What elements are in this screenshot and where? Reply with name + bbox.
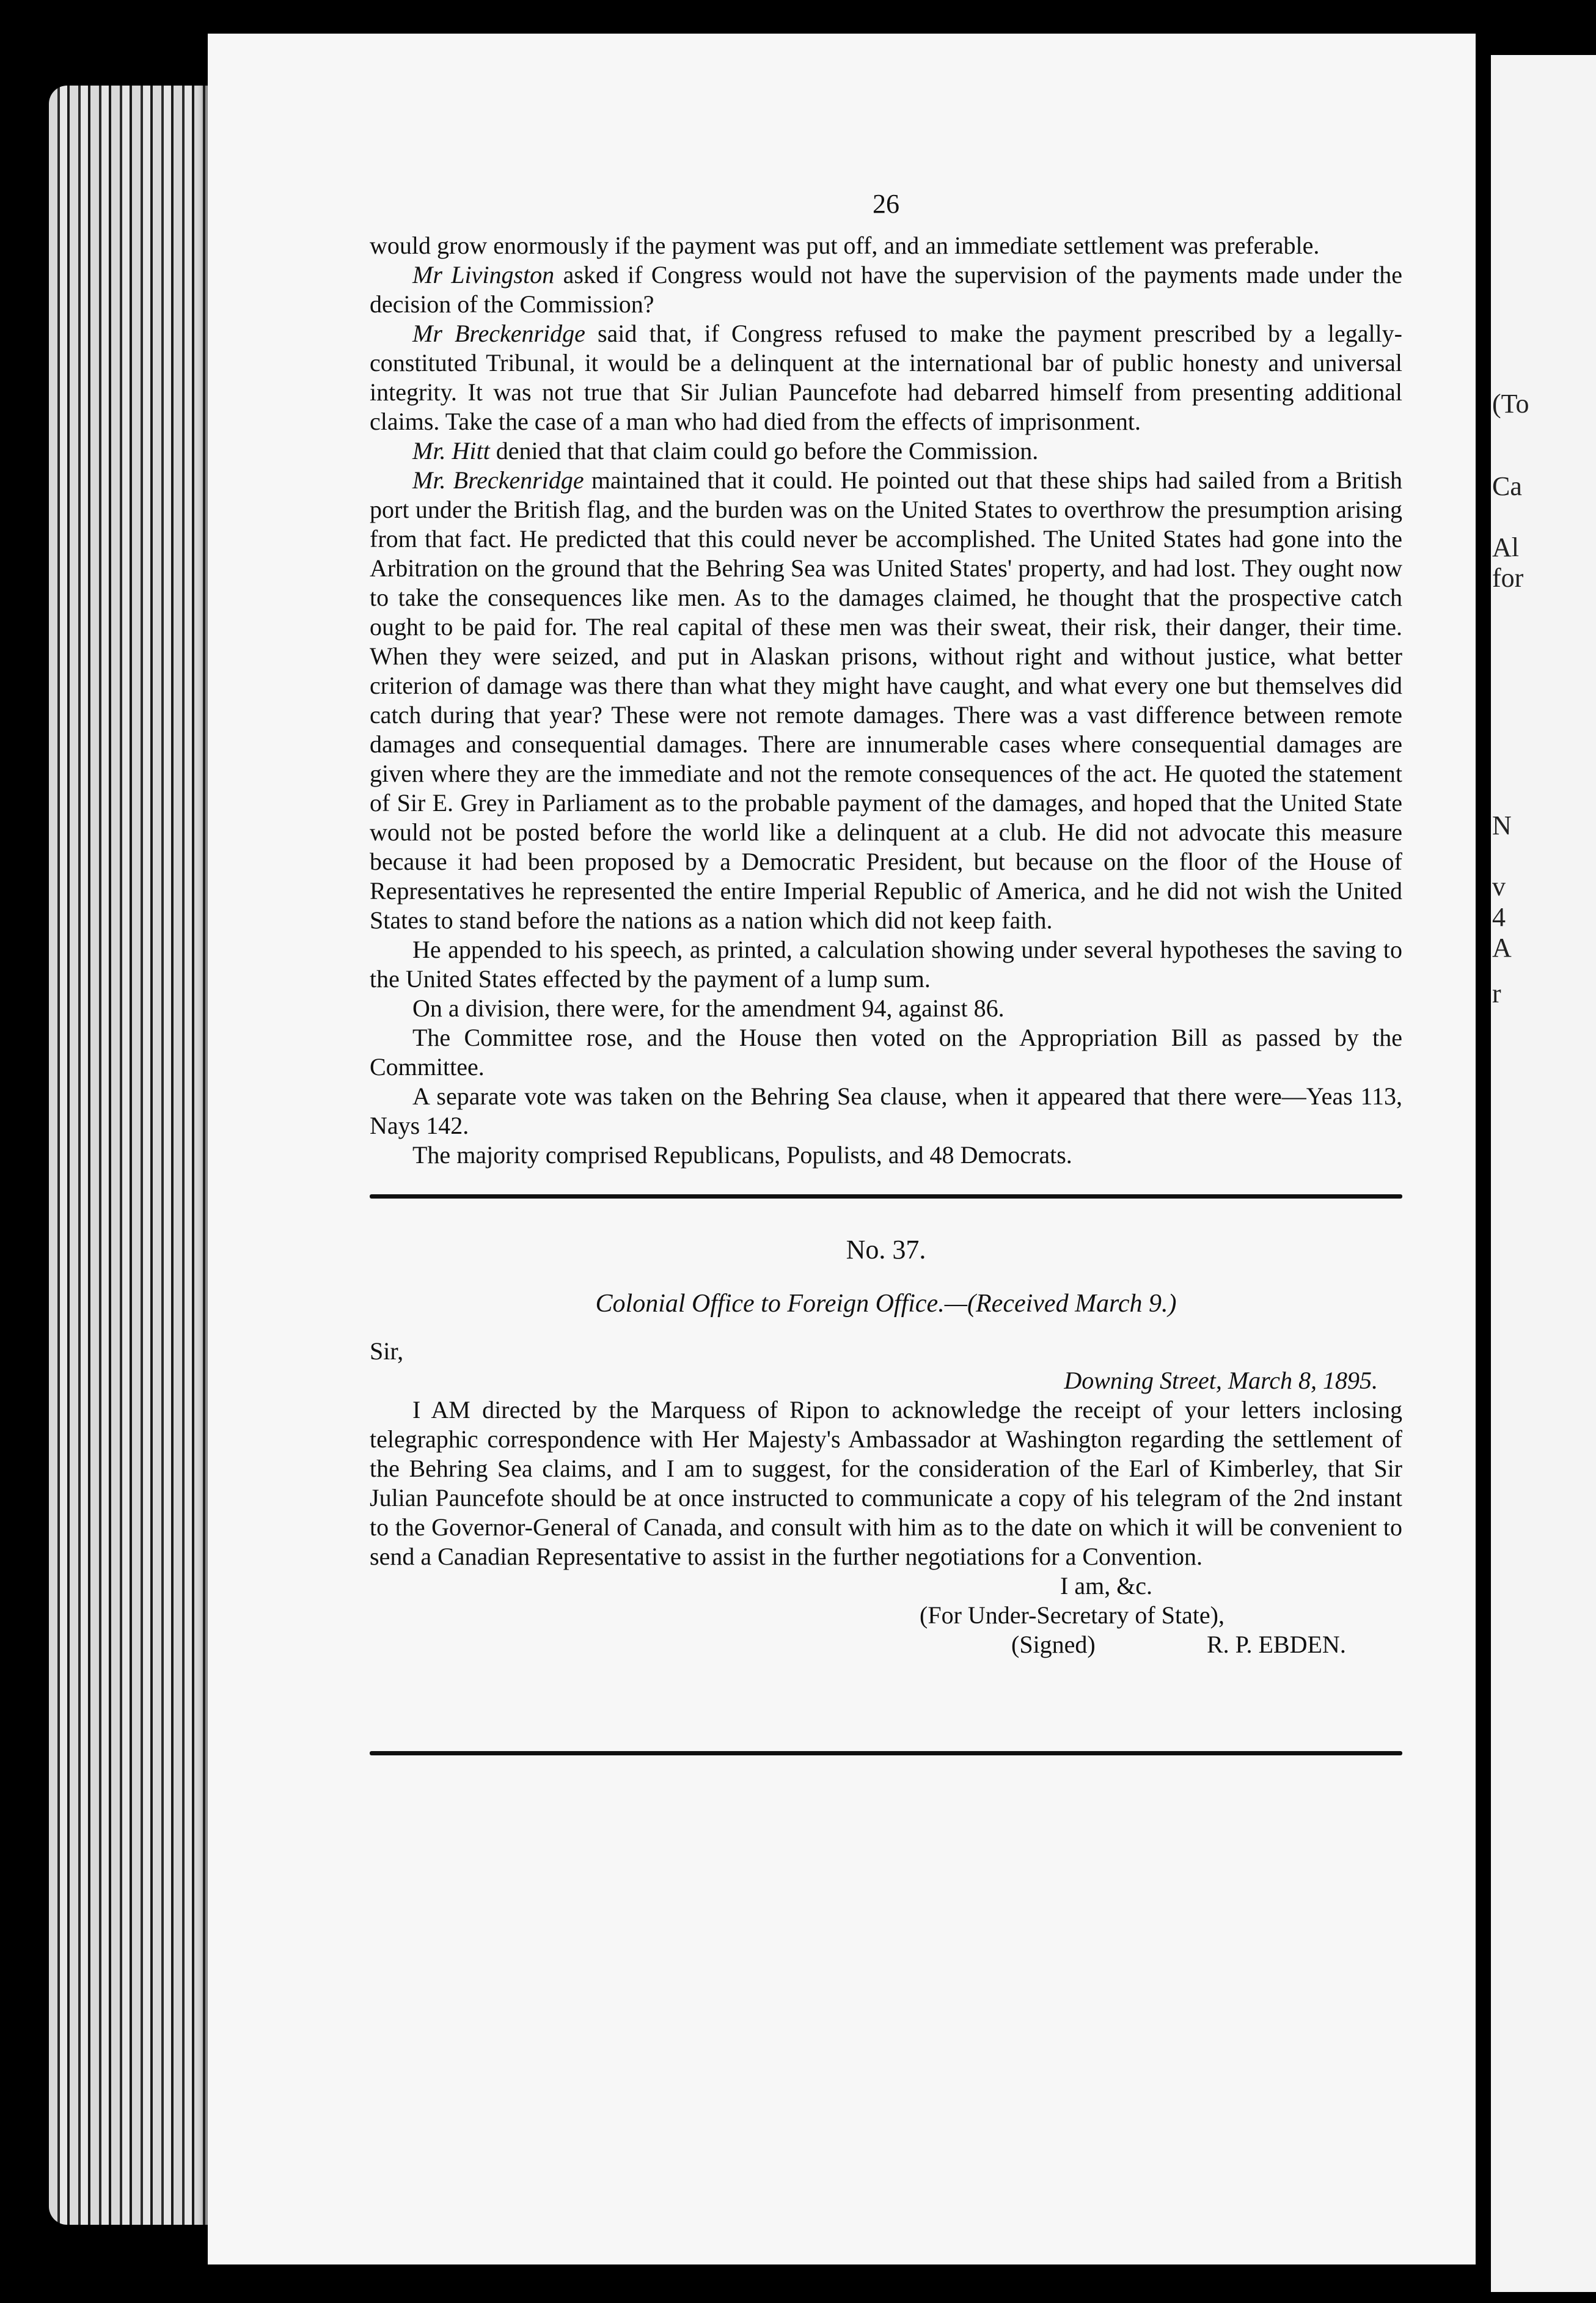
paragraph	[370, 231, 1402, 260]
salutation: Sir,	[370, 1337, 404, 1365]
adjacent-fragment: for	[1492, 563, 1524, 593]
for-line: (For Under-Secretary of State),	[920, 1601, 1225, 1629]
speaker-name: Mr. Hitt	[412, 437, 490, 465]
adjacent-page	[1491, 55, 1596, 2292]
speaker-name: Mr. Breckenridge	[412, 466, 584, 494]
paragraph-text: He appended to his speech, as printed, a calculation showing under several hypotheses the saving to the United States effected by the payment of a lump sum.	[370, 936, 1402, 993]
speaker-name: Mr Livingston	[412, 261, 555, 288]
page-number: 26	[873, 189, 899, 219]
adjacent-fragment: Al	[1492, 532, 1519, 562]
paragraph	[370, 994, 1402, 1023]
adjacent-fragment: N	[1492, 810, 1512, 840]
paragraph	[370, 1082, 1402, 1140]
paragraph-text: A separate vote was taken on the Behring Sea clause, when it appeared that there were—Yeas 113, Nays 142.	[370, 1082, 1402, 1139]
paragraph	[370, 1140, 1402, 1170]
document-page	[208, 34, 1476, 2264]
adjacent-fragment: v	[1492, 872, 1506, 902]
document-number: No. 37.	[846, 1235, 926, 1265]
section-rule	[370, 1194, 1402, 1199]
signatory: R. P. EBDEN.	[1207, 1631, 1346, 1658]
page-content	[370, 189, 1402, 1780]
adjacent-fragment: r	[1492, 979, 1501, 1008]
signed-label: (Signed)	[1011, 1631, 1096, 1658]
paragraph-text: denied that that claim could go before the Commission.	[489, 437, 1039, 465]
paragraph	[370, 466, 1402, 935]
dateline: Downing Street, March 8, 1895.	[1064, 1367, 1378, 1394]
paragraph	[370, 260, 1402, 319]
debate-report	[370, 231, 1402, 1170]
paragraph-text: asked if Congress would not have the supervision of the payments made under the decision of the Commission?	[370, 261, 1402, 318]
paragraph	[370, 436, 1402, 466]
adjacent-fragment: Ca	[1492, 471, 1522, 501]
bottom-rule	[370, 1751, 1402, 1755]
paragraph	[370, 319, 1402, 436]
document-heading: Colonial Office to Foreign Office.—(Received March 9.)	[595, 1290, 1177, 1318]
adjacent-fragment: (To	[1492, 389, 1529, 419]
page-stack-edges	[49, 86, 220, 2225]
paragraph-text: said that, if Congress refused to make the payment prescribed by a legally-constituted Tribunal, it would be a delinquent at the international bar of public honesty and universal integrity. It was not true that Sir Julian Pauncefote had debarred himself from presenting additional claims. Take the case of a man who had died from the effects of imprisonment.	[370, 320, 1402, 435]
paragraph-text: The Committee rose, and the House then voted on the Appropriation Bill as passed by the Committee.	[370, 1024, 1402, 1081]
paragraph	[370, 935, 1402, 994]
paragraph-text: On a division, there were, for the amendment 94, against 86.	[412, 994, 1005, 1022]
paragraph-text: would grow enormously if the payment was put off, and an immediate settlement was preferable.	[370, 232, 1320, 259]
signature-line	[1011, 1630, 1402, 1659]
paragraph	[370, 1023, 1402, 1082]
letter-body: I AM directed by the Marquess of Ripon to acknowledge the receipt of your letters inclosing telegraphic correspondence with Her Majesty's Ambassador at Washington regarding the settlement of the Behring Sea claims, and I am to suggest, for the consideration of the Earl of Kimberley, that Sir Julian Pauncefote should be at once instructed to communicate a copy of his telegram of the 2nd instant to the Governor-General of Canada, and consult with him as to the date on which it will be convenient to send a Canadian Representative to assist in the further negotiations for a Convention.	[370, 1396, 1402, 1570]
speaker-name: Mr Breckenridge	[412, 320, 585, 347]
closing: I am, &c.	[1060, 1572, 1153, 1600]
paragraph-text: maintained that it could. He pointed out that these ships had sailed from a British port under the British flag, and the burden was on the United States to overthrow the presumption arising from that fact. He predicted that this could never be accomplished. The United States had gone into the Arbitration on the ground that the Behring Sea was United States' property, and had lost. They ought now to take the consequences like men. As to the damages claimed, he thought that the prospective catch ought to be paid for. The real capital of these men was their sweat, their risk, their danger, their time. When they were seized, and put in Alaskan prisons, without right and without justice, what better criterion of damage was there than what they might have caught, and what every one but themselves did catch during that year? These were not remote damages. There was a vast difference between remote damages and consequential damages. There are innumerable cases where consequential damages are given where they are the immediate and not the remote consequences of the act. He quoted the statement of Sir E. Grey in Parliament as to the probable payment of the damages, and hoped that the United State would not be posted before the world like a delinquent at a club. He did not advocate this measure because it had been proposed by a Democratic President, but because on the floor of the House of Representatives he represented the entire Imperial Republic of America, and he did not wish the United States to stand before the nations as a nation which did not keep faith.	[370, 466, 1403, 934]
adjacent-fragment: 4	[1492, 902, 1506, 932]
adjacent-fragment: A	[1492, 933, 1512, 963]
paragraph-text: The majority comprised Republicans, Populists, and 48 Democrats.	[412, 1141, 1072, 1169]
